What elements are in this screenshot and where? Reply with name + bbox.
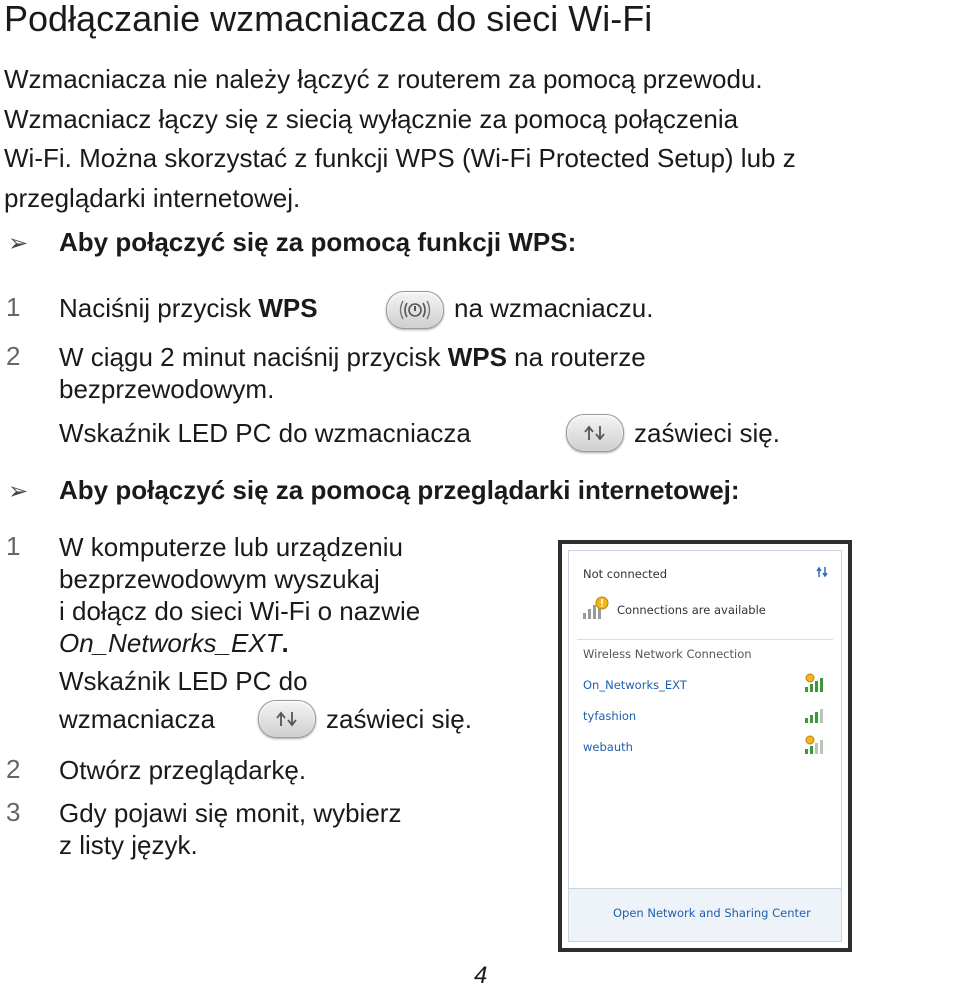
network-name: On_Networks_EXT (59, 628, 282, 658)
intro-line: Wzmacniacz łączy się z siecią wyłącznie za pomocą połączenia (4, 103, 739, 134)
browser-heading: Aby połączyć się za pomocą przeglądarki internetowej: (59, 475, 740, 505)
arrow-bullet-icon: ➢ (8, 478, 29, 505)
page-title: Podłączanie wzmacniacza do sieci Wi-Fi (4, 0, 653, 39)
step-number: 1 (6, 292, 21, 322)
led-pc-icon (258, 700, 316, 738)
network-sharing-center-link[interactable]: Open Network and Sharing Center (613, 906, 811, 920)
intro-paragraph (4, 60, 796, 218)
connection-status: Not connected (583, 567, 668, 581)
browser-step1-text (59, 531, 420, 659)
wifi-networks-panel (558, 540, 852, 952)
signal-icon (803, 704, 827, 729)
step-text: . (281, 628, 289, 658)
panel-footer (569, 888, 841, 941)
step-number: 2 (6, 341, 21, 371)
network-item[interactable]: tyfashion (583, 709, 637, 723)
step-text: bezprzewodowym. (59, 374, 275, 404)
step-text: z listy język. (59, 830, 198, 860)
step-text: i dołącz do sieci Wi-Fi o nazwie (59, 596, 421, 626)
browser-step2-text: Otwórz przeglądarkę. (59, 755, 307, 785)
network-item[interactable]: On_Networks_EXT (583, 678, 687, 692)
step-text: W komputerze lub urządzeniu (59, 532, 403, 562)
step-number: 2 (6, 754, 21, 784)
signal-secured-icon (803, 735, 827, 760)
wps-bold-label: WPS (258, 293, 318, 323)
page-number: 4 (474, 962, 488, 989)
wps-step2-text (59, 341, 646, 405)
step-text: Gdy pojawi się monit, wybierz (59, 798, 402, 828)
section-label: Wireless Network Connection (583, 647, 752, 661)
led-text: Wskaźnik LED PC do wzmacniacza (59, 418, 471, 448)
wps-button-icon (386, 291, 444, 329)
connections-available-text: Connections are available (617, 603, 766, 617)
wps-step1-suffix: na wzmacniaczu. (454, 293, 654, 323)
led-suffix: zaświeci się. (326, 704, 472, 734)
step-text: W ciągu 2 minut naciśnij przycisk (59, 342, 448, 372)
wifi-panel-body (568, 550, 842, 942)
network-item[interactable]: webauth (583, 740, 633, 754)
step-text: Naciśnij przycisk (59, 293, 259, 323)
wps-step1-text (59, 292, 318, 324)
refresh-icon[interactable] (815, 565, 829, 584)
intro-line: Wzmacniacza nie należy łączyć z routerem za pomocą przewodu. (4, 64, 763, 94)
divider (577, 639, 833, 640)
signal-secured-icon (803, 673, 827, 698)
intro-line: Wi-Fi. Można skorzystać z funkcji WPS (Wi-Fi Protected Setup) lub z (4, 143, 796, 173)
led-suffix: zaświeci się. (634, 418, 780, 448)
led-text: wzmacniacza (59, 704, 216, 734)
step-text: na routerze (506, 342, 646, 372)
step-number: 1 (6, 531, 21, 561)
network-available-icon (581, 595, 609, 628)
intro-line: przeglądarki internetowej. (4, 182, 301, 213)
led-pc-icon (566, 414, 624, 452)
step-number: 3 (6, 797, 21, 827)
step-text: bezprzewodowym wyszukaj (59, 564, 380, 594)
wps-heading: Aby połączyć się za pomocą funkcji WPS: (59, 227, 577, 257)
arrow-bullet-icon: ➢ (8, 230, 29, 257)
wps-bold-label: WPS (447, 342, 507, 372)
browser-step3-text (59, 797, 401, 861)
led-text: Wskaźnik LED PC do (59, 666, 308, 696)
